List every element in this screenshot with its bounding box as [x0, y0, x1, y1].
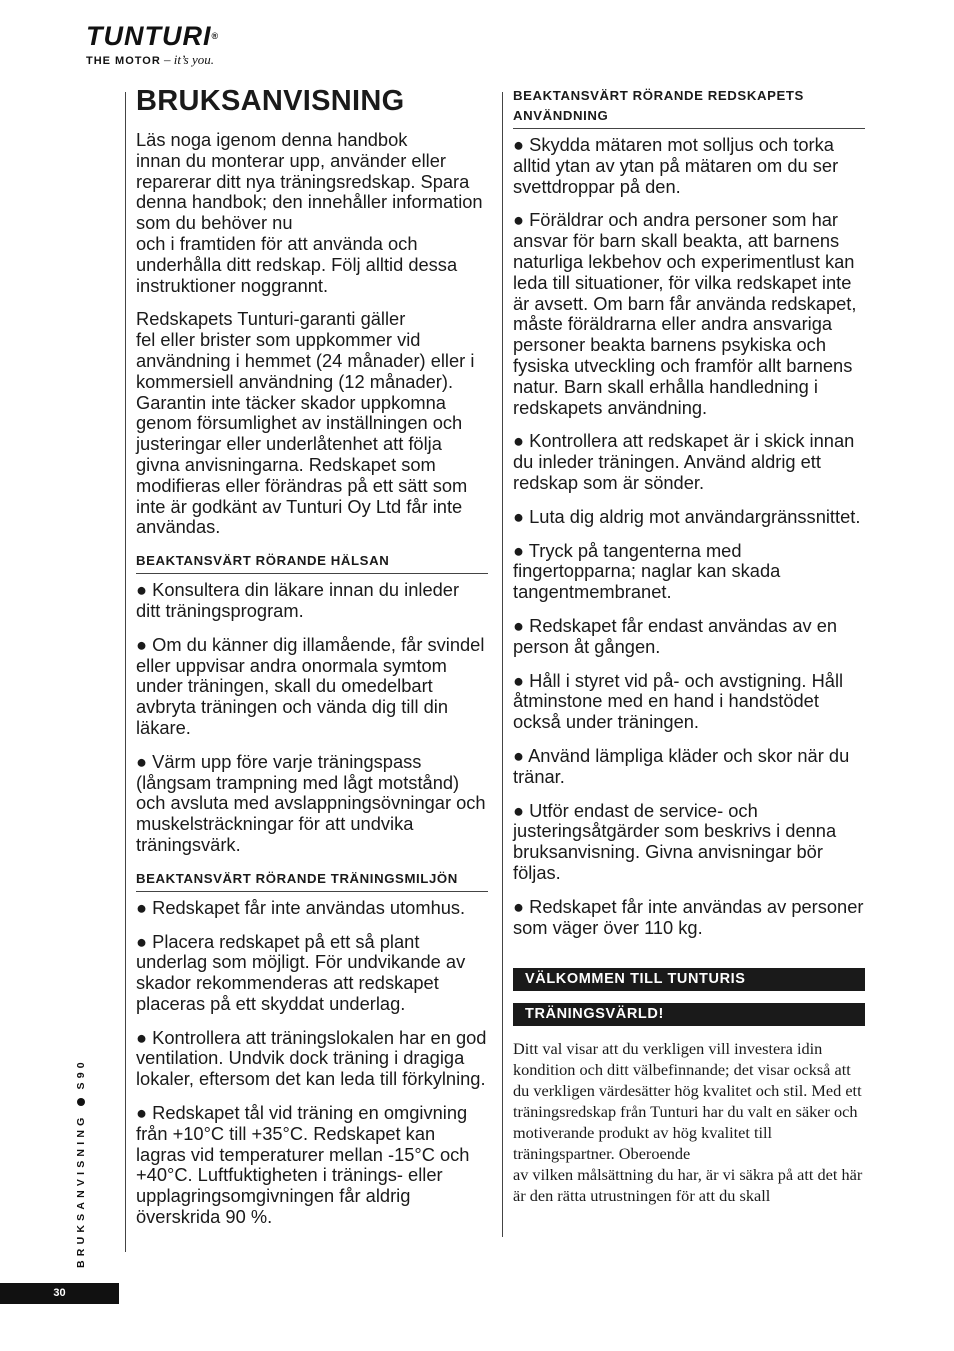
usage-item: ● Redskapet får endast användas av en person åt gången.: [513, 614, 838, 657]
page-title: BRUKSANVISNING: [136, 85, 405, 117]
welcome-text: Ditt val visar att du verkligen vill investera idin kondition och ditt välbefinnande; det visar också att du verkligen värdesätter hög kvalitet och stil. Med ett träningsredskap från Tunturi har du valt en säker och motiverande produkt av hög kvalitet till träningspartner. Oberoende av vilken målsättning du har, är vi säkra på att det här är den rätta utrustningen för att du skall: [513, 1039, 863, 1206]
bullet-dot-icon: [77, 1098, 85, 1106]
environment-item: ● Redskapet tål vid träning en omgivning från +10°C till +35°C. Redskapet kan lagras vid temperaturer mellan -15°C och +40°C. Luftfuktigheten i tränings- eller upplagringsomgivningen får aldrig överskrida 90 %.: [136, 1102, 470, 1228]
page-number: 30: [0, 1283, 119, 1304]
logo-tagline: THE MOTOR – it’s you.: [86, 52, 215, 67]
health-item: ● Om du känner dig illamående, får svindel eller uppvisar andra onormala symtom under träningen, skall du omedelbart avbryta träningen och vända dig till din läkare.: [136, 633, 485, 738]
usage-item: ● Håll i styret vid på- och avstigning. Håll åtminstone med en hand i handstödet också under träningen.: [513, 669, 844, 733]
logo-wordmark: TUNTURI®: [86, 21, 220, 51]
usage-item: ● Luta dig aldrig mot användargränssnittet.: [513, 505, 861, 527]
welcome-heading-line1: VÄLKOMMEN TILL TUNTURIS: [513, 968, 865, 991]
usage-item: ● Skydda mätaren mot solljus och torka alltid ytan av ytan på mätaren om du ser svettdroppar på den.: [513, 134, 839, 197]
intro-section: [136, 130, 488, 538]
usage-heading: BEAKTANSVÄRT RÖRANDE REDSKAPETS ANVÄNDNING: [513, 86, 865, 129]
side-label: BRUKSANVISNINGS90: [75, 1058, 87, 1268]
usage-item: ● Tryck på tangenterna med fingertopparna; naglar kan skada tangentmembranet.: [513, 539, 781, 603]
usage-item: ● Använd lämpliga kläder och skor när du tränar.: [513, 744, 850, 787]
left-column-rule: [125, 92, 126, 1252]
left-column: [136, 84, 488, 1241]
usage-item: ● Föräldrar och andra personer som har ansvar för barn skall beakta, att barnens naturliga lekbehov och experimentlust kan leda till situationer, för vilka redskapet inte är avsett. Om barn får använda redskapet, måste föräldrarna eller andra ansvariga personer beakta barnens psykiska och fysiska utveckling och framför allt barnens natur. Barn skall erhålla handledning i redskapets användning.: [513, 209, 857, 418]
environment-heading: BEAKTANSVÄRT RÖRANDE TRÄNINGSMILJÖN: [136, 869, 488, 892]
right-column: [513, 86, 865, 1206]
health-item: ● Värm upp före varje träningspass (långsam trampning med lågt motstånd) och avsluta med avslappningsövningar och muskelsträckningar för att undvika träningsvärk.: [136, 750, 486, 855]
welcome-heading-line2: TRÄNINGSVÄRLD!: [513, 1003, 865, 1026]
tunturi-logo: [86, 22, 219, 68]
environment-item: ● Placera redskapet på ett så plant underlag som möjligt. För undvikande av skador rekommenderas att redskapet placeras på ett skyddat underlag.: [136, 930, 466, 1014]
environment-item: ● Kontrollera att träningslokalen har en god ventilation. Undvik dock träning i dragiga lokaler, eftersom det kan leda till förkylning.: [136, 1026, 487, 1090]
center-column-rule: [502, 92, 503, 1237]
usage-item: ● Utför endast de service- och justeringsåtgärder som beskrivs i denna bruksanvisning. Givna anvisningar bör följas.: [513, 799, 837, 883]
health-heading: BEAKTANSVÄRT RÖRANDE HÄLSAN: [136, 551, 488, 574]
environment-item: ● Redskapet får inte användas utomhus.: [136, 896, 466, 918]
health-item: ● Konsultera din läkare innan du inleder ditt träningsprogram.: [136, 579, 460, 621]
intro-paragraph: Läs noga igenom denna handbok innan du monterar upp, använder eller reparerar ditt nya träningsredskap. Spara denna handbok; den innehåller information som du behöver nu och i framtiden för att använda och underhålla ditt redskap. Följ alltid dessa instruktioner noggrannt.: [136, 129, 483, 296]
warranty-paragraph: Redskapets Tunturi-garanti gäller fel eller brister som uppkommer vid användning i hemmet (24 månader) eller i kommersiell användning (12 månader). Garantin inte täcker skador uppkomna genom försumlighet av inställningen och justeringar eller underlåtenhet att följa givna anvisningarna. Redskapet som modifieras eller förändras på ett sätt som inte är godkänt av Tunturi Oy Ltd får inte användas.: [136, 308, 475, 538]
usage-item: ● Kontrollera att redskapet är i skick innan du inleder träningen. Använd aldrig ett redskap som är sönder.: [513, 430, 855, 493]
usage-item: ● Redskapet får inte användas av personer som väger över 110 kg.: [513, 895, 864, 938]
